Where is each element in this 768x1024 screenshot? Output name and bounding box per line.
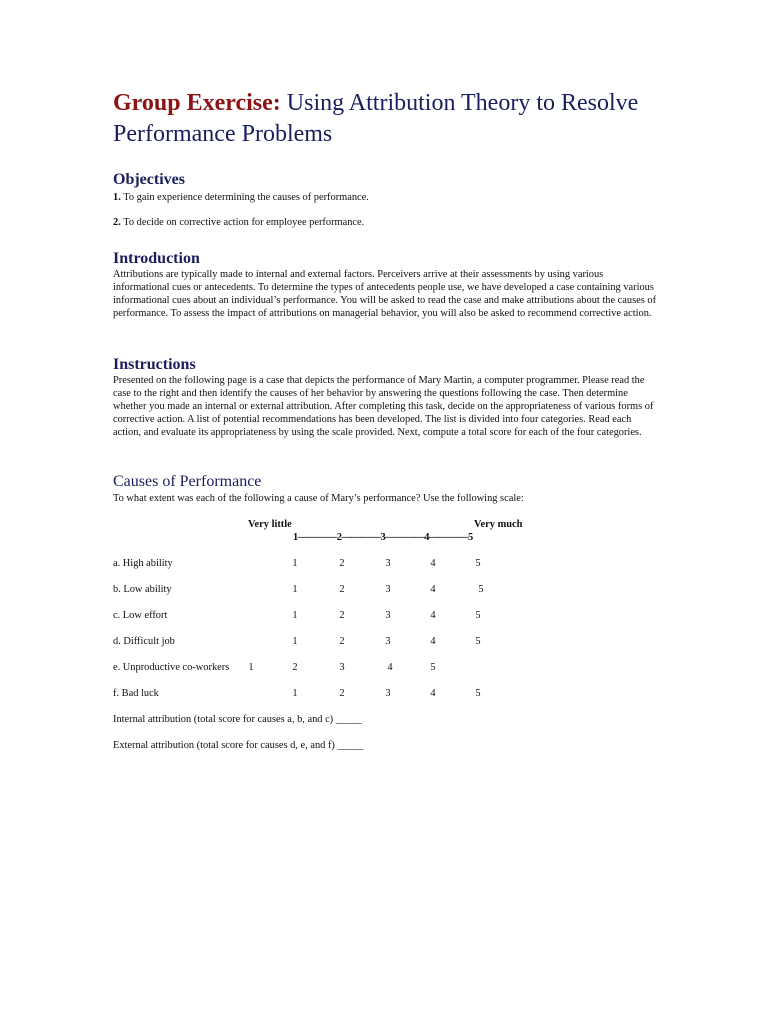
rating-4: 4 (430, 636, 436, 647)
cause-row-label: c. Low effort (113, 610, 168, 621)
rating-2: 2 (339, 636, 345, 647)
scale-high-label: Very much (474, 519, 523, 530)
cause-row-label: d. Difficult job (113, 636, 175, 647)
cause-row-label: e. Unproductive co-workers (113, 662, 230, 673)
cause-row-label: a. High ability (113, 558, 173, 569)
introduction-heading: Introduction (113, 250, 200, 267)
rating-3: 3 (385, 584, 391, 595)
rating-1: 1 (292, 610, 298, 621)
rating-5: 5 (475, 636, 481, 647)
title-lead: Group Exercise: (113, 90, 281, 116)
rating-1: 1 (292, 688, 298, 699)
rating-5: 5 (430, 662, 436, 673)
rating-2: 2 (339, 610, 345, 621)
rating-2: 2 (339, 688, 345, 699)
rating-1: 1 (292, 584, 298, 595)
instructions-heading: Instructions (113, 356, 196, 373)
rating-4: 4 (430, 688, 436, 699)
objectives-heading: Objectives (113, 171, 185, 188)
page-title (113, 88, 658, 150)
rating-2: 2 (339, 584, 345, 595)
rating-3: 3 (385, 636, 391, 647)
rating-5: 5 (475, 610, 481, 621)
rating-5: 5 (475, 688, 481, 699)
scale-low-label: Very little (248, 519, 292, 530)
rating-3: 3 (385, 558, 391, 569)
objective-number: 1. (113, 192, 121, 203)
objective-number: 2. (113, 217, 121, 228)
rating-1: 1 (292, 558, 298, 569)
title-rest: Using Attribution Theory to Resolve Performance Problems (113, 90, 639, 147)
cause-row-label: f. Bad luck (113, 688, 159, 699)
objective-item-2 (113, 216, 364, 229)
instructions-body: Presented on the following page is a case that depicts the performance of Mary Martin, a computer programmer. Please read the case to the right and then identify the causes of her behavior by answering the questions following the case. Then determine whether you made an internal or external attribution. After completing this task, decide on the appropriateness of various forms of corrective action. A list of potential recommendations has been developed. The list is divided into four categories. Read each action, and evaluate its appropriateness by using the scale provided. Next, compute a total score for each of the four categories. (113, 375, 654, 438)
objective-text: To decide on corrective action for employee performance. (123, 217, 365, 228)
objective-text: To gain experience determining the causes of performance. (123, 192, 369, 203)
rating-4: 4 (387, 662, 393, 673)
rating-3: 3 (385, 688, 391, 699)
objective-item-1 (113, 191, 369, 204)
external-attribution-line: External attribution (total score for causes d, e, and f) _____ (113, 740, 364, 751)
rating-1: 1 (292, 636, 298, 647)
rating-4: 4 (430, 558, 436, 569)
rating-5: 5 (475, 558, 481, 569)
rating-4: 4 (430, 584, 436, 595)
causes-lead-text: To what extent was each of the following a cause of Mary’s performance? Use the following scale: (113, 493, 524, 504)
scale-line: 1————2————3————4————5 (293, 532, 473, 543)
rating-2: 2 (339, 558, 345, 569)
internal-attribution-line: Internal attribution (total score for causes a, b, and c) _____ (113, 714, 362, 725)
rating-4: 4 (430, 610, 436, 621)
causes-heading: Causes of Performance (113, 473, 262, 490)
rating-5: 5 (478, 584, 484, 595)
rating-3: 3 (339, 662, 345, 673)
introduction-body: Attributions are typically made to internal and external factors. Perceivers arrive at their assessments by using various informational cues or antecedents. To determine the types of antecedents people use, we have developed a case containing various informational cues about an individual’s performance. You will be asked to read the case and make attributions about the causes of performance. To assess the impact of attributions on managerial behavior, you will also be asked to recommend corrective action. (113, 269, 657, 319)
rating-1: 1 (248, 662, 254, 673)
cause-row-label: b. Low ability (113, 584, 172, 595)
document-page (113, 88, 658, 751)
rating-3: 3 (385, 610, 391, 621)
rating-2: 2 (292, 662, 298, 673)
